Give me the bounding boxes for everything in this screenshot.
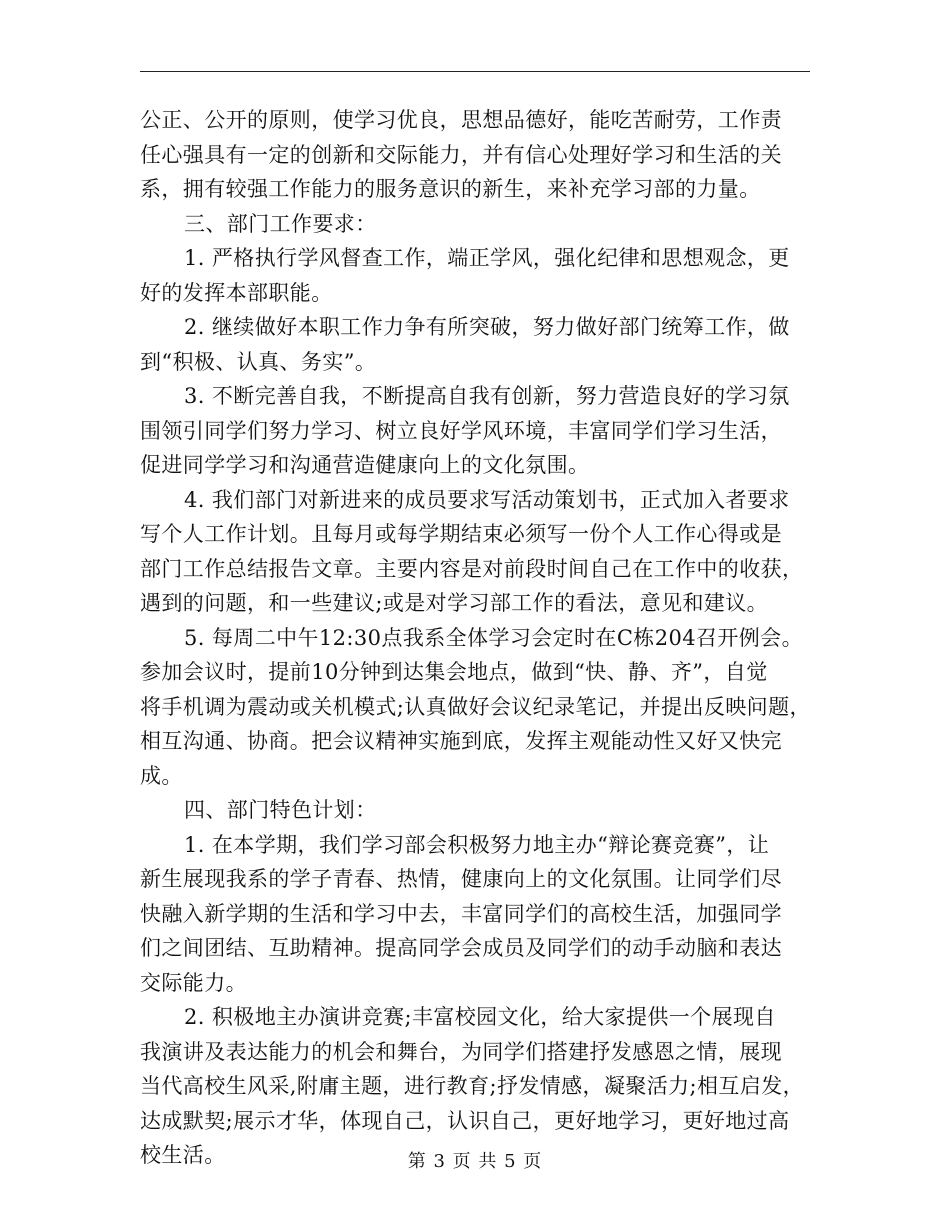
text-line: 我演讲及表达能力的机会和舞台，为同学们搭建抒发感恩之情，展现 [140, 1039, 782, 1064]
text-line: 四、部门特色计划： [184, 798, 377, 822]
text-line: 2. 继续做好本职工作力争有所突破，努力做好部门统筹工作，做 [184, 315, 790, 339]
text-line: 3. 不断完善自我，不断提高自我有创新，努力营造良好的学习氛 [184, 384, 790, 408]
text-line: 公正、公开的原则，使学习优良，思想品德好，能吃苦耐劳，工作责 [140, 108, 782, 132]
page-footer [0, 1150, 950, 1174]
text-line: 4. 我们部门对新进来的成员要求写活动策划书，正式加入者要求 [184, 487, 790, 512]
text-line: 参加会议时，提前10分钟到达集会地点，做到“快、静、齐”，自觉 [140, 660, 768, 684]
text-line: 当代高校生风采,附庸主题，进行教育;抒发情感，凝聚活力;相互启发， [140, 1074, 805, 1098]
text-line: 促进同学学习和沟通营造健康向上的文化氛围。 [140, 453, 590, 477]
document-body [140, 103, 812, 1173]
header-rule [140, 71, 810, 72]
text-line: 成。 [140, 763, 183, 788]
text-line: 1. 严格执行学风督查工作，端正学风，强化纪律和思想观念，更 [184, 246, 790, 270]
text-line: 遇到的问题，和一些建议;或是对学习部工作的看法，意见和建议。 [140, 591, 769, 615]
text-line: 快融入新学期的生活和学习中去，丰富同学们的高校生活，加强同学 [140, 901, 782, 926]
text-line: 2. 积极地主办演讲竞赛;丰富校园文化，给大家提供一个展现自 [184, 1005, 776, 1029]
text-line: 1. 在本学期，我们学习部会积极努力地主办“辩论赛竞赛”，让 [184, 832, 770, 857]
text-line: 三、部门工作要求： [184, 211, 377, 236]
text-line: 系，拥有较强工作能力的服务意识的新生，来补充学习部的力量。 [140, 177, 761, 201]
text-line: 校生活。 [140, 1143, 226, 1167]
text-line: 写个人工作计划。且每月或每学期结束必须写一份个人工作心得或是 [140, 522, 782, 546]
text-line: 部门工作总结报告文章。主要内容是对前段时间自己在工作中的收获， [140, 556, 804, 581]
text-line: 新生展现我系的学子青春、热情，健康向上的文化氛围。让同学们尽 [140, 867, 782, 891]
text-line: 达成默契;展示才华，体现自己，认识自己，更好地学习，更好地过高 [140, 1108, 790, 1133]
text-line: 将手机调为震动或关机模式;认真做好会议纪录笔记，并提出反映问题， [140, 694, 811, 719]
text-line: 到“积极、认真、务实”。 [140, 349, 377, 374]
page-number: 第 3 页 共 5 页 [407, 1151, 543, 1172]
text-line: 5. 每周二中午12:30点我系全体学习会定时在C栋204召开例会。 [184, 625, 803, 650]
text-line: 相互沟通、协商。把会议精神实施到底，发挥主观能动性又好又快完 [140, 729, 782, 753]
text-line: 好的发挥本部职能。 [140, 280, 333, 305]
text-line: 们之间团结、互助精神。提高同学会成员及同学们的动手动脑和表达 [140, 936, 782, 960]
text-line: 任心强具有一定的创新和交际能力，并有信心处理好学习和生活的关 [140, 142, 782, 167]
text-line: 围领引同学们努力学习、树立良好学风环境，丰富同学们学习生活， [140, 418, 782, 443]
text-line: 交际能力。 [140, 970, 247, 995]
